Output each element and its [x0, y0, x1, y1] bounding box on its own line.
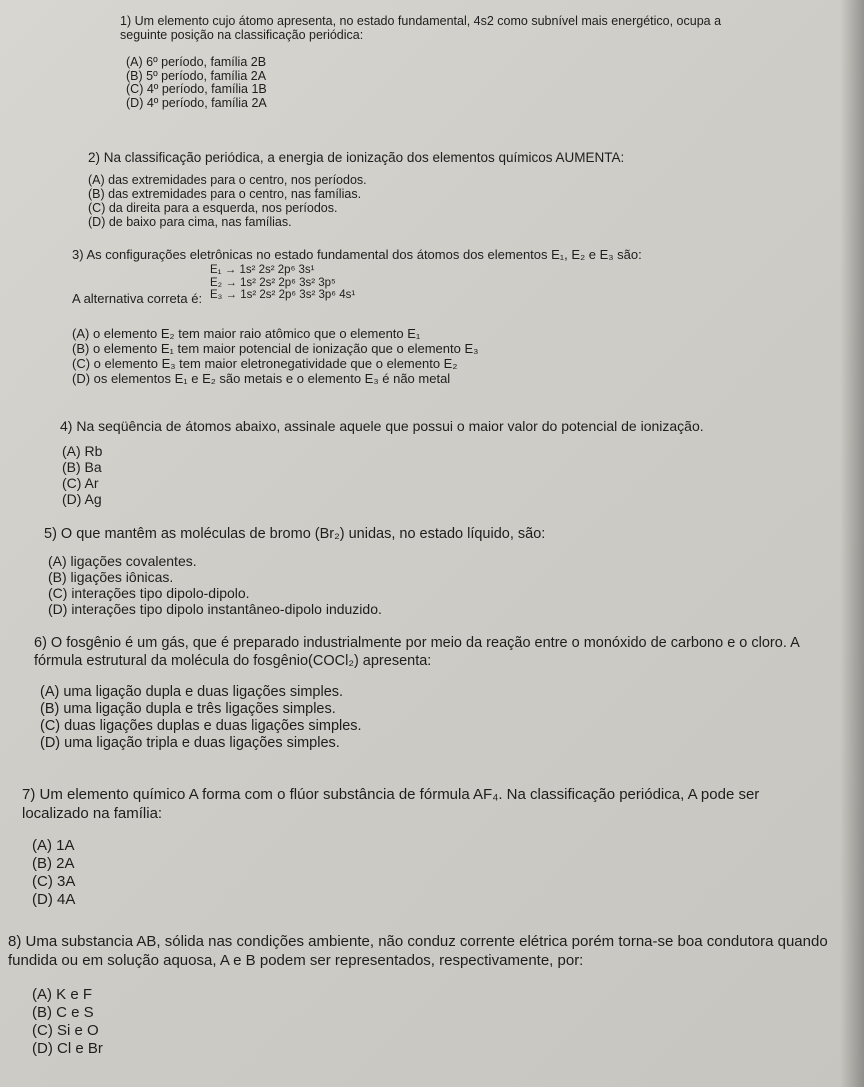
question-6-options [40, 684, 864, 752]
question-3-options [72, 326, 864, 386]
question-3-stem: 3) As configurações eletrônicas no estado fundamental dos átomos dos elementos E₁, E₂ e E₃ são: [72, 247, 642, 262]
option-b[interactable]: (B) uma ligação dupla e três ligações simples. [40, 701, 336, 717]
question-4-stem: 4) Na seqüência de átomos abaixo, assinale aquele que possui o maior valor do potencial de ionização. [60, 418, 704, 434]
question-6 [0, 634, 864, 752]
option-a[interactable]: (A) Rb [62, 443, 103, 459]
question-2-options [88, 173, 864, 229]
config-e3: E₃ → 1s² 2s² 2p⁶ 3s² 3p⁶ 4s¹ [210, 289, 356, 301]
option-d[interactable]: (D) os elementos E₁ e E₂ são metais e o elemento E₃ é não metal [72, 370, 451, 386]
question-5 [0, 525, 864, 617]
option-c[interactable]: (C) duas ligações duplas e duas ligações simples. [40, 718, 362, 734]
question-8-stem: 8) Uma substancia AB, sólida nas condições ambiente, não conduz corrente elétrica porém torna-se boa condutora quando fundida ou em solução aquosa, A e B podem ser representados, respectivamente, por: [8, 933, 828, 969]
question-1-options [126, 56, 864, 110]
option-b[interactable]: (B) o elemento E₁ tem maior potencial de ionização que o elemento E₃ [72, 340, 479, 356]
option-d[interactable]: (D) interações tipo dipolo instantâneo-dipolo induzido. [48, 601, 382, 617]
question-4 [0, 417, 864, 507]
option-d[interactable]: (D) Ag [62, 491, 102, 507]
question-2-stem: 2) Na classificação periódica, a energia de ionização dos elementos químicos AUMENTA: [88, 150, 625, 165]
option-b[interactable]: (B) 2A [32, 855, 75, 872]
question-4-options [62, 443, 864, 507]
option-a[interactable]: (A) o elemento E₂ tem maior raio atômico que o elemento E₁ [72, 325, 421, 341]
option-c[interactable]: (C) Ar [62, 475, 99, 491]
option-d[interactable]: (D) 4A [32, 891, 76, 908]
option-c[interactable]: (C) Si e O [32, 1022, 99, 1039]
option-c[interactable]: (C) 3A [32, 873, 76, 890]
question-3-lead: A alternativa correta é: [72, 290, 203, 306]
question-5-options [48, 553, 864, 617]
question-5-stem: 5) O que mantêm as moléculas de bromo (Br₂) unidas, no estado líquido, são: [44, 526, 546, 542]
option-a[interactable]: (A) K e F [32, 986, 93, 1003]
question-8 [0, 932, 864, 1058]
option-c[interactable]: (C) o elemento E₃ tem maior eletronegatividade que o elemento E₂ [72, 355, 458, 371]
question-8-options [32, 986, 864, 1058]
option-d[interactable]: (D) 4º período, família 2A [126, 95, 267, 110]
option-b[interactable]: (B) das extremidades para o centro, nas famílias. [88, 187, 362, 201]
option-a[interactable]: (A) uma ligação dupla e duas ligações simples. [40, 684, 344, 700]
option-b[interactable]: (B) 5º período, família 2A [126, 68, 267, 83]
question-2 [0, 149, 864, 229]
option-c[interactable]: (C) 4º período, família 1B [126, 82, 267, 96]
option-c[interactable]: (C) interações tipo dipolo-dipolo. [48, 585, 250, 601]
option-d[interactable]: (D) Cl e Br [32, 1040, 103, 1057]
option-b[interactable]: (B) Ba [62, 459, 102, 475]
option-d[interactable]: (D) de baixo para cima, nas famílias. [88, 215, 292, 229]
option-a[interactable]: (A) ligações covalentes. [48, 553, 197, 569]
question-7-options [32, 837, 864, 909]
config-e2: E₂ → 1s² 2s² 2p⁶ 3s² 3p⁵ [210, 276, 336, 289]
question-7-stem: 7) Um elemento químico A forma com o flúor substância de fórmula AF₄. Na classificação periódica, A pode ser localizado na família: [22, 786, 760, 822]
option-d[interactable]: (D) uma ligação tripla e duas ligações simples. [40, 735, 340, 751]
option-a[interactable]: (A) 1A [32, 837, 75, 854]
option-c[interactable]: (C) da direita para a esquerda, nos períodos. [88, 201, 338, 215]
option-a[interactable]: (A) 6º período, família 2B [126, 55, 267, 69]
page-edge-shadow [840, 0, 864, 1087]
question-1-stem: 1) Um elemento cujo átomo apresenta, no estado fundamental, 4s2 como subnível mais energético, ocupa a seguinte posição na classificação periódica: [120, 14, 722, 42]
option-a[interactable]: (A) das extremidades para o centro, nos períodos. [88, 173, 367, 187]
question-6-stem: 6) O fosgênio é um gás, que é preparado industrialmente por meio da reação entre o monóxido de carbono e o cloro. A fórmula estrutural da molécula do fosgênio(COCl₂) apresenta: [34, 635, 799, 669]
config-e1: E₁ → 1s² 2s² 2p⁶ 3s¹ [210, 264, 315, 276]
option-b[interactable]: (B) C e S [32, 1004, 94, 1021]
question-7 [0, 785, 864, 909]
question-3 [0, 246, 864, 386]
option-b[interactable]: (B) ligações iônicas. [48, 569, 174, 585]
question-1 [0, 14, 864, 110]
